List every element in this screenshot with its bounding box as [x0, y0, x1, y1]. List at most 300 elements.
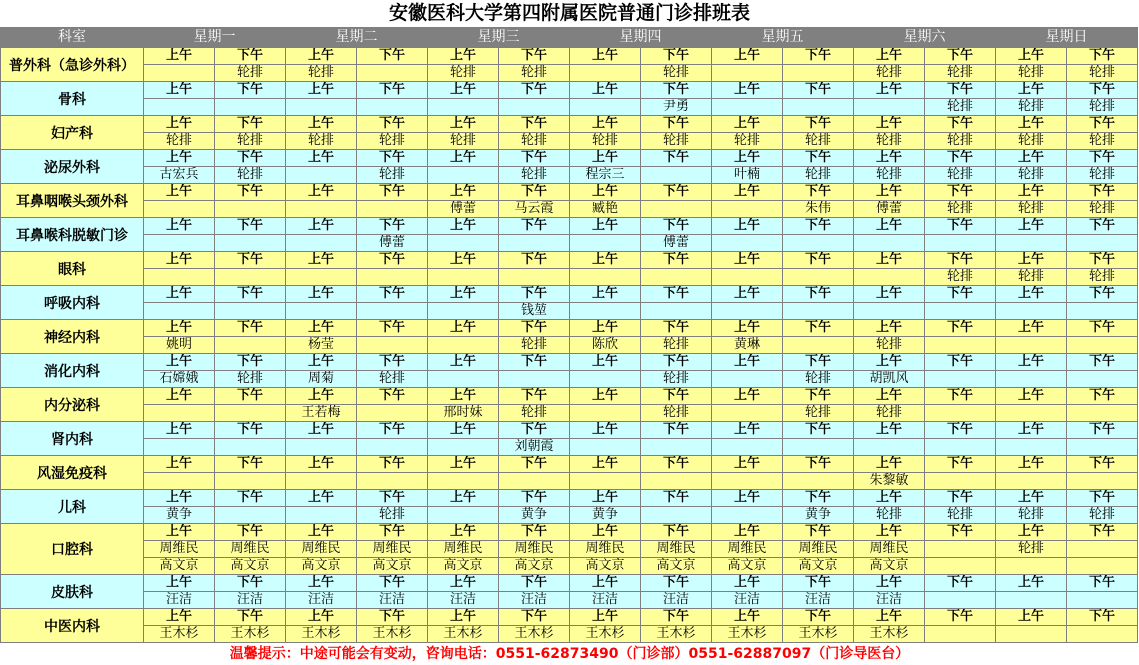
doctor-cell — [144, 269, 215, 286]
doctor-cell: 轮排 — [215, 371, 286, 388]
session-label: 上午 — [144, 218, 215, 235]
doctor-cell — [499, 371, 570, 388]
session-label: 下午 — [499, 150, 570, 167]
doctor-cell: 轮排 — [570, 133, 641, 150]
doctor-cell — [1067, 541, 1138, 558]
doctor-cell: 轮排 — [854, 167, 925, 184]
session-label: 上午 — [144, 48, 215, 65]
session-label: 上午 — [854, 388, 925, 405]
session-label: 上午 — [854, 575, 925, 592]
session-label: 上午 — [428, 286, 499, 303]
doctor-cell: 轮排 — [925, 201, 996, 218]
session-label: 上午 — [712, 320, 783, 337]
session-label: 上午 — [144, 575, 215, 592]
doctor-cell — [570, 235, 641, 252]
doctor-cell — [357, 99, 428, 116]
doctor-cell — [286, 235, 357, 252]
session-label: 下午 — [925, 320, 996, 337]
doctor-cell: 高文京 — [144, 558, 215, 575]
session-label: 上午 — [570, 116, 641, 133]
doctor-cell — [499, 235, 570, 252]
doctor-cell: 王若梅 — [286, 405, 357, 422]
schedule-row — [1, 558, 1138, 575]
doctor-cell: 轮排 — [641, 337, 712, 354]
doctor-cell — [641, 201, 712, 218]
session-label: 下午 — [783, 388, 854, 405]
session-label: 下午 — [783, 82, 854, 99]
schedule-row — [1, 541, 1138, 558]
department-name: 皮肤科 — [1, 575, 144, 609]
session-label: 下午 — [641, 490, 712, 507]
doctor-cell: 王木杉 — [286, 626, 357, 643]
doctor-cell — [1067, 337, 1138, 354]
doctor-cell: 周维民 — [783, 541, 854, 558]
session-label: 上午 — [286, 388, 357, 405]
session-label: 下午 — [499, 575, 570, 592]
session-label: 上午 — [712, 456, 783, 473]
session-label: 下午 — [499, 524, 570, 541]
doctor-cell: 姚明 — [144, 337, 215, 354]
schedule-row — [1, 65, 1138, 82]
session-label: 下午 — [783, 286, 854, 303]
doctor-cell — [712, 269, 783, 286]
doctor-cell: 轮排 — [1067, 167, 1138, 184]
session-label: 上午 — [996, 422, 1067, 439]
doctor-cell — [215, 201, 286, 218]
session-label: 上午 — [854, 490, 925, 507]
session-label: 上午 — [286, 575, 357, 592]
session-label: 上午 — [712, 184, 783, 201]
session-label: 下午 — [215, 388, 286, 405]
session-label: 下午 — [783, 456, 854, 473]
doctor-cell — [641, 269, 712, 286]
session-label: 下午 — [925, 252, 996, 269]
doctor-cell — [570, 405, 641, 422]
schedule-row — [1, 405, 1138, 422]
doctor-cell — [215, 439, 286, 456]
session-label: 下午 — [1067, 218, 1138, 235]
doctor-cell — [783, 337, 854, 354]
doctor-cell: 黄争 — [144, 507, 215, 524]
doctor-cell — [499, 473, 570, 490]
schedule-row — [1, 354, 1138, 371]
session-label: 上午 — [854, 48, 925, 65]
doctor-cell — [712, 405, 783, 422]
doctor-cell: 王木杉 — [144, 626, 215, 643]
session-label: 下午 — [641, 48, 712, 65]
session-label: 上午 — [428, 184, 499, 201]
schedule-row — [1, 422, 1138, 439]
doctor-cell — [499, 99, 570, 116]
session-label: 下午 — [499, 252, 570, 269]
doctor-cell — [144, 235, 215, 252]
doctor-cell: 轮排 — [996, 269, 1067, 286]
session-label: 上午 — [854, 150, 925, 167]
session-label: 下午 — [641, 609, 712, 626]
session-label: 上午 — [286, 252, 357, 269]
doctor-cell: 轮排 — [925, 133, 996, 150]
doctor-cell — [783, 269, 854, 286]
session-label: 上午 — [428, 252, 499, 269]
session-label: 下午 — [783, 218, 854, 235]
doctor-cell: 黄争 — [499, 507, 570, 524]
session-label: 下午 — [925, 286, 996, 303]
doctor-cell — [1067, 592, 1138, 609]
schedule-row — [1, 626, 1138, 643]
doctor-cell — [712, 507, 783, 524]
session-label: 上午 — [286, 320, 357, 337]
session-label: 上午 — [286, 524, 357, 541]
session-label: 下午 — [641, 252, 712, 269]
doctor-cell: 轮排 — [854, 507, 925, 524]
doctor-cell — [286, 473, 357, 490]
doctor-cell: 周菊 — [286, 371, 357, 388]
session-label: 上午 — [570, 456, 641, 473]
doctor-cell — [1067, 371, 1138, 388]
session-label: 下午 — [925, 354, 996, 371]
doctor-cell: 王木杉 — [783, 626, 854, 643]
doctor-cell — [712, 65, 783, 82]
session-label: 下午 — [641, 388, 712, 405]
doctor-cell: 轮排 — [357, 167, 428, 184]
department-name: 骨科 — [1, 82, 144, 116]
doctor-cell — [712, 473, 783, 490]
session-label: 下午 — [783, 150, 854, 167]
doctor-cell — [996, 626, 1067, 643]
session-label: 上午 — [286, 354, 357, 371]
doctor-cell — [925, 371, 996, 388]
session-label: 上午 — [428, 422, 499, 439]
session-label: 下午 — [925, 609, 996, 626]
doctor-cell: 轮排 — [499, 337, 570, 354]
doctor-cell: 高文京 — [570, 558, 641, 575]
doctor-cell — [215, 99, 286, 116]
session-label: 上午 — [428, 48, 499, 65]
session-label: 上午 — [144, 286, 215, 303]
doctor-cell: 傅蕾 — [854, 201, 925, 218]
doctor-cell — [641, 473, 712, 490]
doctor-cell: 轮排 — [1067, 201, 1138, 218]
session-label: 下午 — [215, 575, 286, 592]
doctor-cell — [925, 592, 996, 609]
doctor-cell: 轮排 — [144, 133, 215, 150]
doctor-cell — [215, 269, 286, 286]
doctor-cell — [428, 269, 499, 286]
doctor-cell: 陈欣 — [570, 337, 641, 354]
doctor-cell: 轮排 — [499, 167, 570, 184]
doctor-cell: 周维民 — [641, 541, 712, 558]
session-label: 下午 — [1067, 184, 1138, 201]
session-label: 上午 — [712, 82, 783, 99]
session-label: 上午 — [570, 286, 641, 303]
session-label: 上午 — [428, 320, 499, 337]
schedule-row — [1, 609, 1138, 626]
session-label: 下午 — [357, 116, 428, 133]
doctor-cell: 高文京 — [641, 558, 712, 575]
session-label: 下午 — [499, 286, 570, 303]
session-label: 上午 — [286, 609, 357, 626]
doctor-cell: 周维民 — [144, 541, 215, 558]
session-label: 上午 — [854, 320, 925, 337]
session-label: 上午 — [286, 490, 357, 507]
doctor-cell — [357, 473, 428, 490]
session-label: 下午 — [1067, 388, 1138, 405]
session-label: 上午 — [144, 609, 215, 626]
department-name: 耳鼻咽喉头颈外科 — [1, 184, 144, 218]
session-label: 下午 — [499, 609, 570, 626]
schedule-row — [1, 184, 1138, 201]
session-label: 上午 — [854, 609, 925, 626]
session-label: 下午 — [215, 48, 286, 65]
session-label: 上午 — [570, 150, 641, 167]
doctor-cell: 轮排 — [854, 65, 925, 82]
session-label: 下午 — [215, 116, 286, 133]
doctor-cell — [854, 303, 925, 320]
doctor-cell: 汪洁 — [215, 592, 286, 609]
session-label: 上午 — [286, 218, 357, 235]
doctor-cell: 王木杉 — [570, 626, 641, 643]
session-label: 上午 — [144, 422, 215, 439]
session-label: 下午 — [641, 184, 712, 201]
doctor-cell: 轮排 — [428, 65, 499, 82]
doctor-cell: 轮排 — [925, 507, 996, 524]
footer-notice: 温馨提示：中途可能会有变动，咨询电话：0551-62873490（门诊部）0551-62887097（门诊导医台） — [229, 646, 910, 662]
schedule-row — [1, 575, 1138, 592]
session-label: 下午 — [357, 354, 428, 371]
doctor-cell: 轮排 — [996, 167, 1067, 184]
session-label: 下午 — [783, 116, 854, 133]
doctor-cell: 轮排 — [1067, 507, 1138, 524]
doctor-cell — [215, 303, 286, 320]
schedule-row — [1, 490, 1138, 507]
doctor-cell — [925, 337, 996, 354]
doctor-cell — [570, 371, 641, 388]
session-label: 下午 — [357, 388, 428, 405]
doctor-cell: 轮排 — [357, 507, 428, 524]
doctor-cell — [996, 439, 1067, 456]
session-label: 上午 — [712, 218, 783, 235]
doctor-cell: 高文京 — [854, 558, 925, 575]
doctor-cell: 轮排 — [996, 507, 1067, 524]
doctor-cell: 轮排 — [925, 99, 996, 116]
day-header-mon: 星期一 — [144, 28, 286, 48]
doctor-cell: 王木杉 — [641, 626, 712, 643]
schedule-row — [1, 507, 1138, 524]
doctor-cell — [428, 99, 499, 116]
session-label: 下午 — [783, 422, 854, 439]
session-label: 下午 — [1067, 116, 1138, 133]
doctor-cell: 朱黎敏 — [854, 473, 925, 490]
doctor-cell: 王木杉 — [712, 626, 783, 643]
department-name: 内分泌科 — [1, 388, 144, 422]
session-label: 上午 — [286, 116, 357, 133]
header-row — [1, 28, 1138, 48]
doctor-cell — [1067, 439, 1138, 456]
session-label: 上午 — [996, 456, 1067, 473]
doctor-cell: 汪洁 — [286, 592, 357, 609]
schedule-row — [1, 456, 1138, 473]
session-label: 下午 — [641, 116, 712, 133]
doctor-cell — [570, 65, 641, 82]
doctor-cell — [144, 439, 215, 456]
doctor-cell — [996, 337, 1067, 354]
session-label: 上午 — [144, 184, 215, 201]
doctor-cell — [357, 201, 428, 218]
session-label: 下午 — [641, 524, 712, 541]
doctor-cell: 钱堃 — [499, 303, 570, 320]
schedule-row — [1, 592, 1138, 609]
session-label: 下午 — [499, 456, 570, 473]
doctor-cell — [996, 592, 1067, 609]
session-label: 上午 — [854, 218, 925, 235]
doctor-cell — [286, 201, 357, 218]
department-name: 泌尿外科 — [1, 150, 144, 184]
doctor-cell: 汪洁 — [783, 592, 854, 609]
session-label: 下午 — [1067, 490, 1138, 507]
session-label: 上午 — [144, 388, 215, 405]
doctor-cell: 轮排 — [286, 65, 357, 82]
doctor-cell — [925, 303, 996, 320]
session-label: 上午 — [144, 252, 215, 269]
session-label: 下午 — [215, 609, 286, 626]
doctor-cell — [1067, 235, 1138, 252]
doctor-cell: 轮排 — [783, 405, 854, 422]
doctor-cell: 周维民 — [712, 541, 783, 558]
doctor-cell — [783, 65, 854, 82]
doctor-cell — [641, 303, 712, 320]
doctor-cell: 高文京 — [286, 558, 357, 575]
doctor-cell: 轮排 — [215, 167, 286, 184]
doctor-cell: 轮排 — [499, 405, 570, 422]
session-label: 下午 — [925, 490, 996, 507]
session-label: 上午 — [428, 82, 499, 99]
session-label: 上午 — [712, 286, 783, 303]
department-name: 呼吸内科 — [1, 286, 144, 320]
session-label: 下午 — [1067, 575, 1138, 592]
session-label: 上午 — [286, 286, 357, 303]
doctor-cell: 古宏兵 — [144, 167, 215, 184]
doctor-cell — [783, 303, 854, 320]
doctor-cell: 黄争 — [783, 507, 854, 524]
doctor-cell — [783, 99, 854, 116]
department-name: 风湿免疫科 — [1, 456, 144, 490]
session-label: 上午 — [854, 524, 925, 541]
doctor-cell — [144, 303, 215, 320]
doctor-cell: 刘朝霞 — [499, 439, 570, 456]
schedule-row — [1, 269, 1138, 286]
session-label: 上午 — [428, 150, 499, 167]
doctor-cell — [996, 235, 1067, 252]
session-label: 上午 — [996, 524, 1067, 541]
doctor-cell — [428, 473, 499, 490]
schedule-row — [1, 337, 1138, 354]
session-label: 上午 — [286, 150, 357, 167]
session-label: 下午 — [783, 320, 854, 337]
session-label: 下午 — [357, 218, 428, 235]
doctor-cell: 胡凯风 — [854, 371, 925, 388]
session-label: 下午 — [641, 320, 712, 337]
session-label: 上午 — [854, 456, 925, 473]
session-label: 上午 — [712, 150, 783, 167]
session-label: 上午 — [854, 422, 925, 439]
doctor-cell: 汪洁 — [428, 592, 499, 609]
session-label: 下午 — [215, 354, 286, 371]
doctor-cell — [854, 269, 925, 286]
doctor-cell — [641, 507, 712, 524]
session-label: 下午 — [641, 286, 712, 303]
doctor-cell — [144, 405, 215, 422]
doctor-cell — [286, 439, 357, 456]
session-label: 上午 — [996, 82, 1067, 99]
session-label: 下午 — [357, 252, 428, 269]
doctor-cell: 轮排 — [996, 99, 1067, 116]
session-label: 下午 — [215, 184, 286, 201]
doctor-cell: 轮排 — [428, 133, 499, 150]
session-label: 上午 — [996, 218, 1067, 235]
session-label: 上午 — [712, 575, 783, 592]
schedule-row — [1, 286, 1138, 303]
doctor-cell — [1067, 626, 1138, 643]
session-label: 上午 — [712, 422, 783, 439]
doctor-cell — [712, 99, 783, 116]
doctor-cell — [925, 558, 996, 575]
doctor-cell: 轮排 — [1067, 65, 1138, 82]
schedule-row — [1, 303, 1138, 320]
doctor-cell — [357, 439, 428, 456]
session-label: 下午 — [783, 48, 854, 65]
session-label: 上午 — [570, 82, 641, 99]
session-label: 下午 — [925, 388, 996, 405]
doctor-cell — [712, 439, 783, 456]
schedule-row — [1, 371, 1138, 388]
doctor-cell — [570, 303, 641, 320]
session-label: 下午 — [925, 524, 996, 541]
session-label: 下午 — [1067, 252, 1138, 269]
session-label: 下午 — [1067, 48, 1138, 65]
session-label: 下午 — [641, 575, 712, 592]
doctor-cell — [854, 439, 925, 456]
session-label: 下午 — [1067, 456, 1138, 473]
session-label: 上午 — [144, 116, 215, 133]
session-label: 下午 — [925, 575, 996, 592]
doctor-cell: 轮排 — [854, 405, 925, 422]
session-label: 上午 — [996, 252, 1067, 269]
session-label: 上午 — [286, 82, 357, 99]
session-label: 上午 — [286, 184, 357, 201]
doctor-cell — [996, 473, 1067, 490]
session-label: 下午 — [1067, 82, 1138, 99]
schedule-row — [1, 116, 1138, 133]
session-label: 上午 — [144, 354, 215, 371]
session-label: 上午 — [996, 116, 1067, 133]
department-name: 儿科 — [1, 490, 144, 524]
session-label: 下午 — [215, 82, 286, 99]
doctor-cell — [215, 337, 286, 354]
session-label: 上午 — [996, 388, 1067, 405]
doctor-cell — [357, 303, 428, 320]
session-label: 上午 — [570, 218, 641, 235]
schedule-row — [1, 524, 1138, 541]
session-label: 上午 — [996, 609, 1067, 626]
doctor-cell: 邢时妹 — [428, 405, 499, 422]
session-label: 下午 — [783, 575, 854, 592]
session-label: 下午 — [499, 48, 570, 65]
doctor-cell — [854, 235, 925, 252]
department-name: 普外科（急诊外科） — [1, 48, 144, 82]
schedule-row — [1, 99, 1138, 116]
doctor-cell: 汪洁 — [570, 592, 641, 609]
session-label: 上午 — [712, 48, 783, 65]
